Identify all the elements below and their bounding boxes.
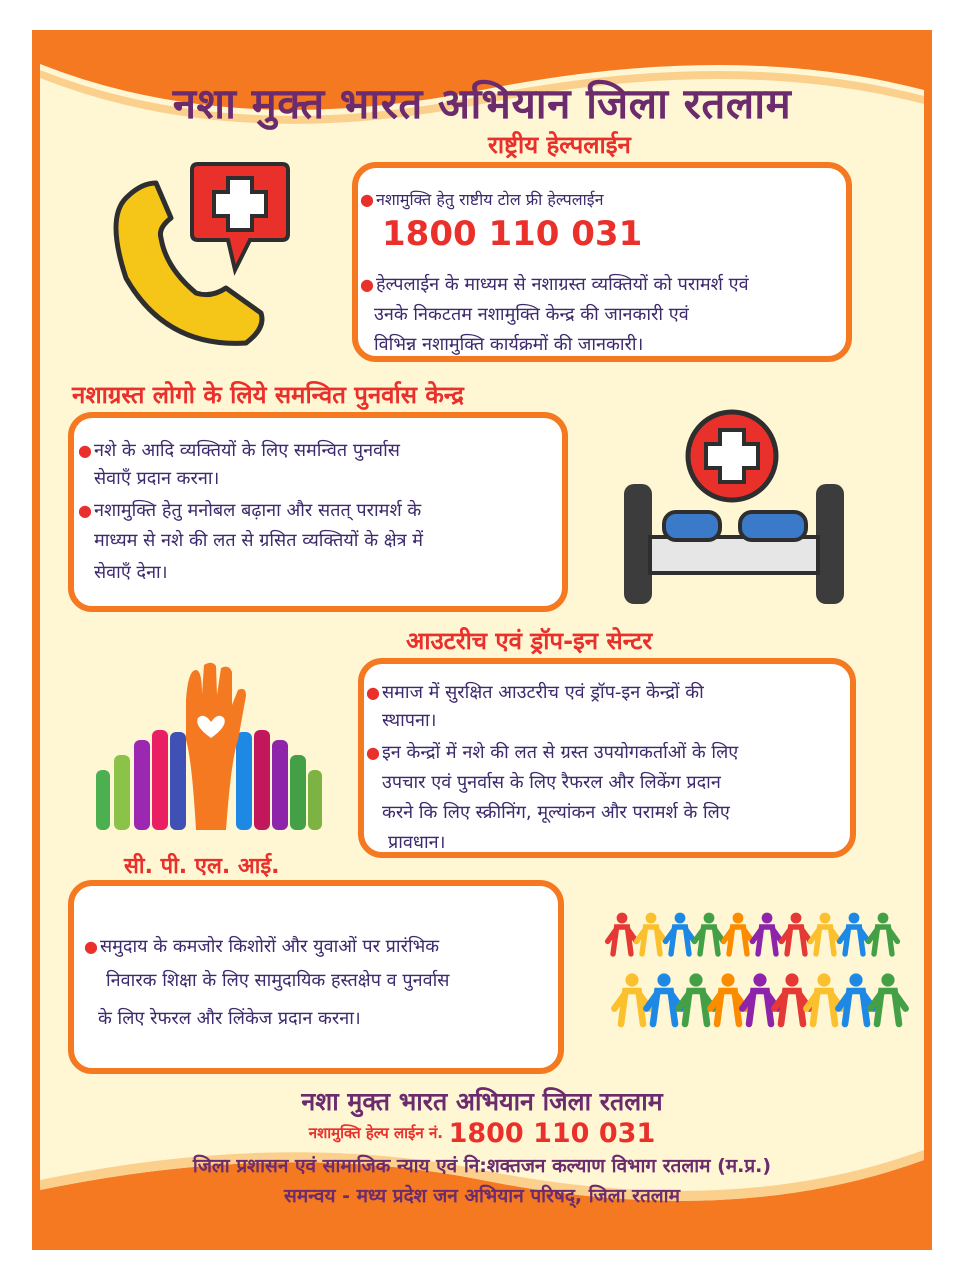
person-figure [753, 913, 782, 954]
helpline-line-4: विभिन्न नशामुक्ति कार्यक्रमों की जानकारी। [374, 334, 644, 355]
people-circle-icon [602, 900, 902, 1050]
page-title: नशा मुक्त भारत अभियान जिला रतलाम [172, 79, 792, 128]
person-figure [840, 913, 869, 954]
footer-title: नशा मुक्त भारत अभियान जिला रतलाम [301, 1087, 663, 1116]
cpli-line-1: ● समुदाय के कमजोर किशोरों और युवाओं पर प्रारंभिक [84, 936, 440, 957]
person-figure [608, 913, 637, 954]
rehab-line-4: माध्यम से नशे की लत से ग्रसित व्यक्तियों के क्षेत्र में [94, 530, 424, 551]
cpli-line-2: निवारक शिक्षा के लिए सामुदायिक हस्तक्षेप व पुनर्वास [106, 970, 450, 991]
person-figure [838, 973, 873, 1024]
outreach-line-2: स्थापना। [382, 710, 437, 731]
person-figure [782, 913, 811, 954]
rehab-line-1: ● नशे के आदि व्यक्तियों के लिए समन्वित पुनर्वास [78, 440, 400, 461]
outreach-heading: आउटरीच एवं ड्रॉप-इन सेन्टर [406, 627, 653, 655]
rehab-line-5: सेवाएँ देना। [94, 562, 168, 583]
raised-hands-icon [86, 660, 336, 830]
outreach-line-3: ● इन केन्द्रों में नशे की लत से ग्रस्त उपयोगकर्ताओं के लिए [366, 742, 739, 763]
medical-cross-icon [190, 160, 290, 280]
helpline-heading: राष्ट्रीय हेल्पलाईन [488, 131, 631, 159]
person-figure [695, 913, 724, 954]
person-figure [646, 973, 681, 1024]
footer-helpline [40, 1118, 924, 1149]
person-figure [710, 973, 745, 1024]
person-figure [724, 913, 753, 954]
footer-coord: समन्वय - मध्य प्रदेश जन अभियान परिषद्, जिला रतलाम [284, 1185, 680, 1207]
hospital-bed-icon [620, 412, 850, 612]
cpli-heading: सी. पी. एल. आई. [124, 854, 280, 879]
person-figure [870, 973, 905, 1024]
helpline-line-3: उनके निकटतम नशामुक्ति केन्द्र की जानकारी एवं [374, 304, 689, 325]
cpli-line-3: के लिए रेफरल और लिंकेज प्रदान करना। [98, 1008, 361, 1029]
person-figure [637, 913, 666, 954]
helpline-number: 1800 110 031 [382, 214, 643, 254]
person-figure [869, 913, 898, 954]
footer-help-number: 1800 110 031 [448, 1118, 656, 1149]
outreach-line-4: उपचार एवं पुनर्वास के लिए रैफरल और लिकेंग प्रदान [382, 772, 721, 793]
helpline-line-2: ● हेल्पलाईन के माध्यम से नशाग्रस्त व्यक्तियों को परामर्श एवं [360, 274, 749, 295]
rehab-line-3: ● नशामुक्ति हेतु मनोबल बढ़ाना और सतत् परामर्श के [78, 500, 422, 521]
outreach-line-6: प्रावधान। [388, 832, 446, 853]
rehab-line-2: सेवाएँ प्रदान करना। [94, 468, 220, 489]
person-figure [614, 973, 649, 1024]
person-figure [806, 973, 841, 1024]
person-figure [811, 913, 840, 954]
person-figure [678, 973, 713, 1024]
rehab-heading: नशाग्रस्त लोगो के लिये समन्वित पुनर्वास केन्द्र [72, 381, 464, 409]
helpline-line-1: ● नशामुक्ति हेतु राष्टीय टोल फ्री हेल्पलाईन [360, 190, 604, 209]
footer-dept: जिला प्रशासन एवं सामाजिक न्याय एवं नि:शक्तजन कल्याण विभाग रतलाम (म.प्र.) [192, 1155, 772, 1177]
outreach-line-1: ● समाज में सुरक्षित आउटरीच एवं ड्रॉप-इन केन्द्रों की [366, 682, 704, 703]
person-figure [742, 973, 777, 1024]
person-figure [666, 913, 695, 954]
outreach-line-5: करने कि लिए स्क्रीनिंग, मूल्यांकन और परामर्श के लिए [382, 802, 730, 823]
footer-help-label: नशामुक्ति हेल्प लाईन नं. [308, 1124, 443, 1142]
person-figure [774, 973, 809, 1024]
